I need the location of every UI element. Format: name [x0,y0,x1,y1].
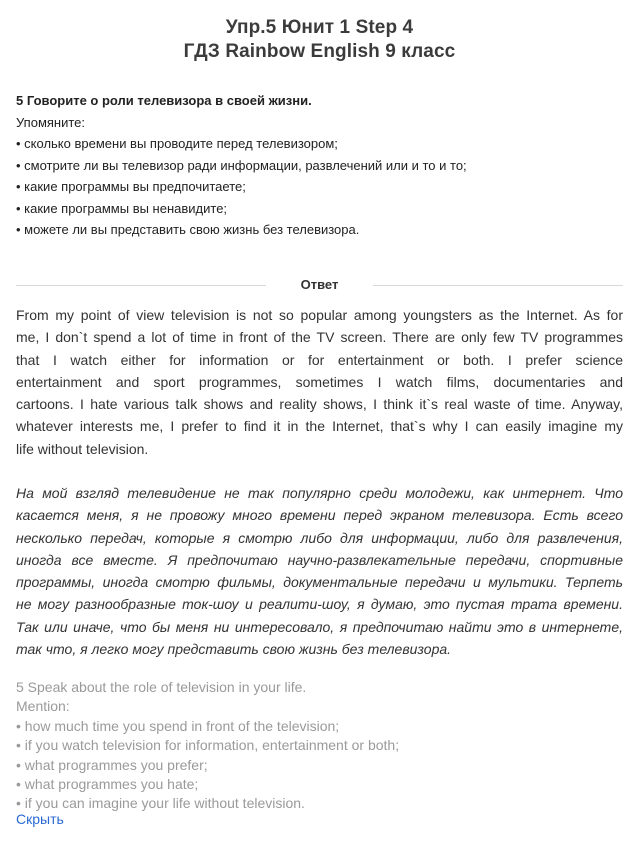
original-task-block [16,678,623,814]
answer-english-paragraph [16,304,623,460]
paragraph-line: несколько передач, которые я смотрю либо для информации, либо для развлечения, [16,529,623,546]
task-item: • смотрите ли вы телевизор ради информации, развлечений или и то и то; [16,157,467,173]
paragraph-line: life without television. [16,440,149,457]
answer-label: Ответ [300,277,339,292]
task-block [16,90,623,241]
hide-link[interactable]: Скрыть [16,811,64,827]
original-item: • what programmes you hate; [16,776,199,793]
original-item: • if you can imagine your life without television. [16,795,305,812]
paragraph-line: На мой взгляд телевидение не так популярно среди молодежи, как интернет. Что [16,485,623,501]
original-intro: Mention: [16,698,70,715]
original-item: • what programmes you prefer; [16,756,208,773]
paragraph-line: иногда все вместе. Я предпочитаю научно-развлекательные передачи, спортивные [16,551,623,568]
original-item: • how much time you spend in front of the television; [16,717,340,734]
paragraph-line: From my point of view television is not so popular among youngsters as the Internet. As for [16,307,623,323]
task-heading: 5 Говорите о роли телевизора в своей жизни. [16,93,312,108]
task-item: • какие программы вы ненавидите; [16,200,228,216]
task-item: • сколько времени вы проводите перед телевизором; [16,136,338,151]
page-subtitle: ГДЗ Rainbow English 9 класс [183,41,456,62]
divider-line-right [373,285,623,286]
paragraph-line: Так или иначе, что бы меня ни интересовало, я предпочитаю найти это в интернете, [16,618,623,635]
answer-russian-paragraph [16,482,623,660]
original-heading: 5 Speak about the role of television in your life. [16,679,307,695]
task-intro: Упомяните: [16,114,86,130]
answer-divider [16,276,623,296]
paragraph-line: that I watch either for information or for entertainment or both. I prefer science [16,351,623,368]
paragraph-line: entertainment and sport programmes, sometimes I watch films, documentaries and [16,373,623,390]
paragraph-line: так что, я легко могу представить свою жизнь без телевизора. [16,641,452,658]
paragraph-line: не могу разнообразные ток-шоу и реалити-шоу, я думаю, это пустая трата времени. [16,596,623,613]
paragraph-line: программы, иногда смотрю фильмы, документальные передачи и мультики. Терпеть [16,574,623,591]
page-title: Упр.5 Юнит 1 Step 4 [225,17,414,38]
task-item: • какие программы вы предпочитаете; [16,179,246,194]
original-item: • if you watch television for information, entertainment or both; [16,737,400,754]
paragraph-line: cartoons. I hate various talk shows and reality shows, I think it`s real waste of time. Anyway, [16,396,623,413]
paragraph-line: касается меня, я не провожу много времени перед экраном телевизора. Есть всего [16,507,623,524]
task-item: • можете ли вы представить свою жизнь без телевизора. [16,222,360,237]
paragraph-line: me, I don`t spend a lot of time in front of the TV screen. There are only few TV programmes [16,329,623,346]
paragraph-line: whatever interests me, I prefer to find it in the Internet, that`s why I can easily imagine my [16,418,623,435]
